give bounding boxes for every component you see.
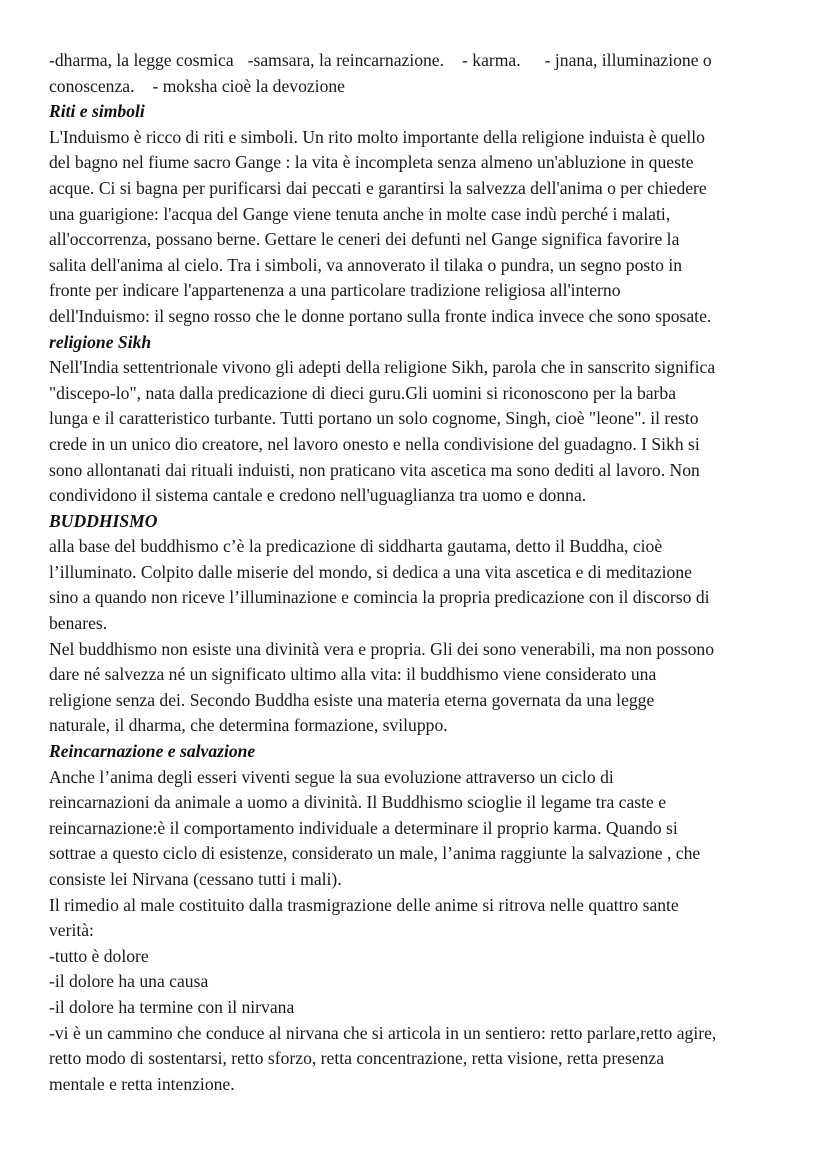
paragraph-line: una guarigione: l'acqua del Gange viene tenuta anche in molte case indù perché i malati, [49, 203, 671, 224]
intro-line-2 [49, 74, 788, 100]
paragraph-line: alla base del buddhismo c’è la predicazione di siddharta gautama, detto il Buddha, cioè [49, 536, 663, 557]
paragraph-line: sottrae a questo ciclo di esistenze, considerato un male, l’anima raggiunte la salvazione , che [49, 843, 701, 864]
paragraph-line: lunga e il caratteristico turbante. Tutti portano un solo cognome, Singh, cioè "leone". il resto [49, 408, 699, 429]
section-heading-reincarnazione-e-salvazione: Reincarnazione e salvazione [49, 741, 256, 762]
paragraph-line: "discepo-lo", nata dalla predicazione di dieci guru.Gli uomini si riconoscono per la barba [49, 382, 677, 403]
paragraph-line: dare né salvezza né un significato ultimo alla vita: il buddhismo viene considerato una [49, 664, 657, 685]
paragraph-line: L'Induismo è ricco di riti e simboli. Un rito molto importante della religione induista è quello [49, 126, 705, 147]
list-item: -il dolore ha termine con il nirvana [49, 996, 295, 1017]
intro-conoscenza: conoscenza. [49, 75, 135, 96]
intro-jnana: - jnana, illuminazione o [544, 50, 712, 70]
paragraph-line: Il rimedio al male costituito dalla trasmigrazione delle anime si ritrova nelle quattro sante [49, 894, 679, 915]
paragraph-line: sono allontanati dai rituali induisti, non praticano vita ascetica ma sono dediti al lavoro. Non [49, 459, 700, 480]
paragraph-line: Nell'India settentrionale vivono gli adepti della religione Sikh, parola che in sanscrito significa [49, 357, 716, 378]
paragraph-line: benares. [49, 613, 108, 634]
intro-samsara: -samsara, la reincarnazione. [247, 50, 445, 70]
section-heading-religione-sikh: religione Sikh [49, 331, 152, 352]
list-item: -il dolore ha una causa [49, 971, 209, 992]
paragraph-line: Nel buddhismo non esiste una divinità vera e propria. Gli dei sono venerabili, ma non possono [49, 638, 715, 659]
paragraph-line: del bagno nel fiume sacro Gange : la vita è incompleta senza almeno un'abluzione in queste [49, 152, 694, 173]
intro-line-1 [49, 48, 788, 74]
paragraph-line: crede in un unico dio creatore, nel lavoro onesto e nella condivisione del guadagno. I Sikh si [49, 433, 700, 454]
paragraph-line: reincarnazione:è il comportamento individuale a determinare il proprio karma. Quando si [49, 817, 678, 838]
paragraph-line: naturale, il dharma, che determina formazione, sviluppo. [49, 715, 448, 736]
paragraph-line: religione senza dei. Secondo Buddha esiste una materia eterna governata da una legge [49, 689, 655, 710]
section-body-reincarnazione-e-salvazione [49, 765, 788, 1098]
paragraph-line: salita dell'anima al cielo. Tra i simboli, va annoverato il tilaka o pundra, un segno posto in [49, 254, 683, 275]
list-item: -vi è un cammino che conduce al nirvana che si articola in un sentiero: retto parlare,retto agire, [49, 1022, 717, 1043]
paragraph-line: acque. Ci si bagna per purificarsi dai peccati e garantirsi la salvezza dell'anima o per chiedere [49, 177, 707, 198]
paragraph-line: retto modo di sostentarsi, retto sforzo, retta concentrazione, retta visione, retta presenza [49, 1048, 665, 1069]
section-body-buddhismo [49, 534, 788, 739]
list-item: -tutto è dolore [49, 945, 149, 966]
intro-karma: - karma. [462, 50, 521, 70]
section-heading-riti-e-simboli: Riti e simboli [49, 101, 145, 122]
section-body-riti-e-simboli [49, 125, 788, 330]
intro-dharma: -dharma, la legge cosmica [49, 50, 234, 70]
paragraph-line: condividono il sistema cantale e credono nell'uguaglianza tra uomo e donna. [49, 485, 587, 506]
paragraph-line: mentale e retta intenzione. [49, 1073, 235, 1094]
section-body-religione-sikh [49, 355, 788, 509]
paragraph-line: fronte per indicare l'appartenenza a una particolare tradizione religiosa all'interno [49, 280, 621, 301]
paragraph-line: dell'Induismo: il segno rosso che le donne portano sulla fronte indica invece che sono sposate. [49, 305, 712, 326]
paragraph-line: verità: [49, 920, 94, 941]
paragraph-line: reincarnazioni da animale a uomo a divinità. Il Buddhismo scioglie il legame tra caste e [49, 792, 667, 813]
section-heading-buddhismo: BUDDHISMO [49, 510, 158, 531]
paragraph-line: l’illuminato. Colpito dalle miserie del mondo, si dedica a una vita ascetica e di meditazione [49, 561, 692, 582]
paragraph-line: sino a quando non riceve l’illuminazione e comincia la propria predicazione con il discorso di [49, 587, 710, 608]
intro-moksha: - moksha cioè la devozione [152, 75, 345, 96]
paragraph-line: Anche l’anima degli esseri viventi segue la sua evoluzione attraverso un ciclo di [49, 766, 614, 787]
paragraph-line: all'occorrenza, possano berne. Gettare le ceneri dei defunti nel Gange significa favorire la [49, 229, 680, 250]
paragraph-line: consiste lei Nirvana (cessano tutti i mali). [49, 869, 342, 889]
